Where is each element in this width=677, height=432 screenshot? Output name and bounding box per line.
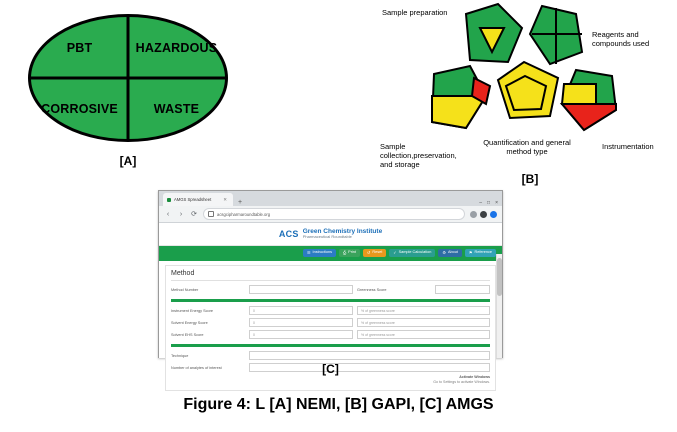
- instructions-button[interactable]: [303, 249, 336, 257]
- solvent-ehs-label: Solvent EHS Score: [171, 332, 204, 337]
- site-subtitle: Pharmaceutical Roundtable: [302, 234, 352, 240]
- analytes-label: Number of analytes of interest: [171, 365, 222, 370]
- back-icon[interactable]: ‹: [166, 210, 170, 218]
- method-number-row: [171, 285, 490, 294]
- reset-icon: ↺: [366, 250, 371, 255]
- gear-icon: ⚙: [442, 250, 446, 255]
- solvent-energy-input[interactable]: 0: [249, 318, 353, 327]
- minimize-icon[interactable]: –: [479, 200, 483, 206]
- gapi-caption-sample-preparation: Sample preparation: [382, 8, 448, 17]
- panel-c-label: [C]: [322, 362, 339, 376]
- activate-windows-subtitle: Go to Settings to activate Windows.: [433, 379, 490, 384]
- gapi-node-quantification: [498, 62, 558, 118]
- address-bar[interactable]: [203, 208, 465, 220]
- close-window-icon[interactable]: ×: [495, 200, 498, 206]
- panel-c-amgs-browser: [158, 190, 503, 384]
- section-divider: [171, 299, 490, 302]
- toolbar-button-row: [165, 249, 496, 257]
- nemi-quadrant-label: HAZARDOUS: [135, 40, 218, 55]
- instrument-energy-row: [171, 306, 490, 315]
- greenness-score-input[interactable]: [435, 285, 490, 294]
- solvent-ehs-row: [171, 330, 490, 339]
- print-button-label: Print: [348, 250, 356, 255]
- nemi-quadrant-waste: [128, 78, 225, 139]
- gapi-caption-reagents: Reagents and compounds used: [592, 30, 650, 48]
- nemi-quadrant-label: CORROSIVE: [41, 101, 118, 116]
- panel-a-label: [A]: [119, 154, 137, 168]
- window-controls: [479, 200, 502, 206]
- new-tab-button[interactable]: +: [238, 199, 243, 206]
- nemi-quadrant-label: WASTE: [153, 101, 200, 116]
- check-icon: ✓: [393, 250, 397, 255]
- print-button[interactable]: [339, 249, 360, 257]
- solvent-energy-hint: % of greenness score: [357, 318, 490, 327]
- gapi-caption-quantification: Quantification and general method type: [483, 138, 571, 156]
- about-button[interactable]: [438, 249, 462, 257]
- technique-row: [171, 351, 490, 360]
- print-icon: ⎙: [342, 250, 347, 255]
- activate-windows-title: Activate Windows: [459, 375, 490, 379]
- close-icon[interactable]: ✕: [223, 196, 227, 202]
- instructions-button-label: Instructions: [312, 250, 332, 255]
- reference-button-label: Reference: [474, 250, 492, 255]
- browser-toolbar-icons: [470, 211, 497, 218]
- reset-button-label: Reset: [372, 250, 383, 255]
- reference-button[interactable]: [465, 249, 496, 257]
- menu-icon[interactable]: [480, 211, 487, 218]
- browser-nav-bar: [159, 206, 502, 223]
- nemi-quadrant-corrosive: [31, 78, 128, 139]
- instrument-energy-hint: % of greenness score: [357, 306, 490, 315]
- solvent-energy-label: Solvent Energy Score: [171, 320, 208, 325]
- panel-a-nemi: [18, 14, 238, 174]
- profile-avatar[interactable]: [490, 211, 497, 218]
- sample-calculation-button-label: Sample Calculation: [398, 250, 432, 255]
- greenness-score-label: Greenness Score: [357, 287, 387, 292]
- browser-tab-bar: [159, 191, 502, 206]
- site-title-block: [303, 228, 382, 240]
- nemi-diagram: [28, 14, 228, 142]
- panel-b-gapi: [370, 0, 670, 196]
- address-bar-url: acsgcipharmaroundtable.org: [217, 211, 271, 217]
- browser-tab-title: AMGS Spreadsheet: [174, 197, 212, 202]
- method-heading: Method: [171, 270, 490, 281]
- list-icon: ☰: [306, 250, 311, 255]
- browser-tab[interactable]: [163, 193, 233, 206]
- reset-button[interactable]: [363, 249, 386, 257]
- gapi-node-sample-collection: [432, 66, 490, 128]
- toolbar-band: [159, 246, 502, 261]
- gapi-node-instrumentation: [562, 70, 616, 130]
- nemi-ellipse: [28, 14, 228, 142]
- solvent-ehs-input[interactable]: 0: [249, 330, 353, 339]
- instrument-energy-input[interactable]: 0: [249, 306, 353, 315]
- acs-logo: ACS: [278, 229, 299, 239]
- about-button-label: About: [447, 250, 458, 255]
- method-number-label: Method Number: [171, 287, 199, 292]
- reload-icon[interactable]: ⟳: [191, 211, 197, 218]
- scrollbar-thumb[interactable]: [497, 258, 502, 296]
- extensions-icon[interactable]: [470, 211, 477, 218]
- favicon-icon: [167, 198, 171, 202]
- nemi-quadrant-label: PBT: [66, 40, 93, 55]
- gapi-node-reagents: [530, 6, 582, 64]
- site-title: Green Chemistry Institute: [302, 228, 383, 236]
- sample-calculation-button[interactable]: [389, 249, 435, 257]
- amgs-page: [159, 223, 502, 384]
- instrument-energy-label: Instrument Energy Score: [171, 308, 213, 313]
- gapi-caption-instrumentation: Instrumentation: [602, 142, 654, 151]
- maximize-icon[interactable]: □: [487, 200, 491, 206]
- nemi-horizontal-divider: [31, 77, 225, 80]
- panel-b-label: [B]: [521, 172, 539, 186]
- solvent-energy-row: [171, 318, 490, 327]
- method-number-input[interactable]: [249, 285, 353, 294]
- technique-label: Technique: [171, 353, 189, 358]
- solvent-ehs-hint: % of greenness score: [357, 330, 490, 339]
- section-divider-2: [171, 344, 490, 347]
- figure-caption: Figure 4: L [A] NEMI, [B] GAPI, [C] AMGS: [183, 396, 494, 413]
- site-header: [159, 223, 502, 246]
- nemi-quadrant-hazardous: [128, 17, 225, 78]
- forward-icon[interactable]: ›: [179, 210, 183, 218]
- technique-select[interactable]: [249, 351, 490, 360]
- flag-icon: ⚑: [468, 250, 473, 255]
- gapi-node-sample-preparation: [466, 4, 522, 62]
- activate-windows-watermark: [171, 375, 490, 384]
- nemi-quadrant-pbt: [31, 17, 128, 78]
- lock-icon: [208, 211, 214, 217]
- page-scrollbar[interactable]: [496, 254, 502, 358]
- gapi-caption-sample-collection: Sample collection,preservation, and storage: [380, 142, 457, 169]
